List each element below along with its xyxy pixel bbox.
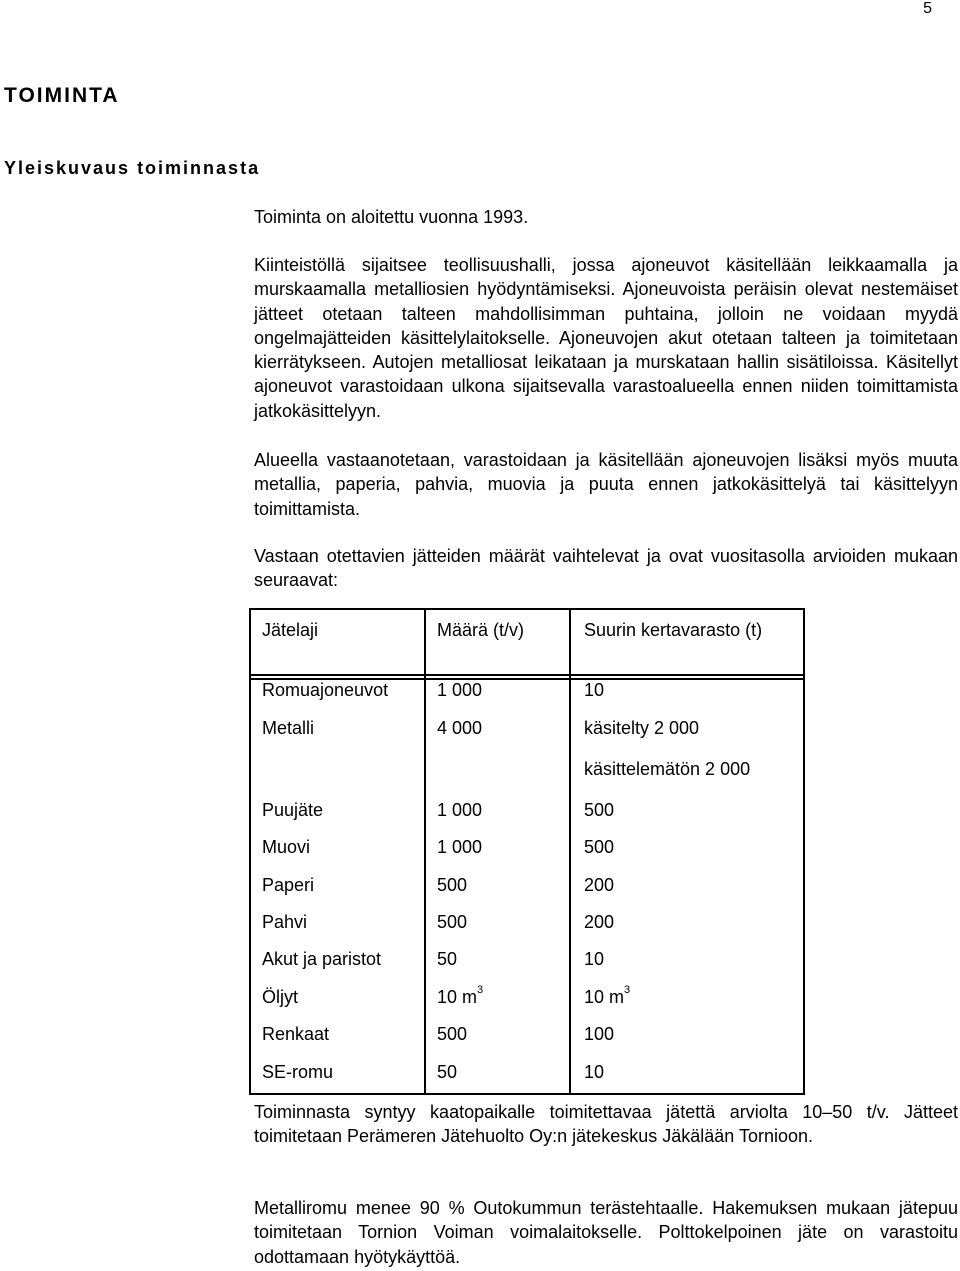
table-cell: 500 xyxy=(437,875,468,895)
table-cell: käsitelty 2 000 xyxy=(584,718,700,738)
paragraph-quantities-intro: Vastaan otettavien jätteiden määrät vaihtelevat ja ovat vuositasolla arvioiden mukaan seuraavat: xyxy=(254,546,958,591)
unit-superscript: 3 xyxy=(624,984,631,996)
table-cell: 1 000 xyxy=(437,837,483,857)
page-heading: TOIMINTA xyxy=(4,84,120,107)
table-border xyxy=(249,674,805,676)
table-cell: SE-romu xyxy=(262,1062,334,1082)
table-cell: 200 xyxy=(584,875,615,895)
paragraph-landfill: Toiminnasta syntyy kaatopaikalle toimitettavaa jätettä arviolta 10–50 t/v. Jätteet toimitetaan Perämeren Jätehuolto Oy:n jätekeskus Jäkälään Tornioon. xyxy=(254,1102,958,1147)
table-cell xyxy=(437,984,484,1008)
unit-text: 10 m xyxy=(584,987,625,1007)
table-cell: 4 000 xyxy=(437,718,483,738)
table-cell: Muovi xyxy=(262,837,311,857)
paragraph-processing: Kiinteistöllä sijaitsee teollisuushalli, jossa ajoneuvot käsitellään leikkaamalla ja murskaamalla metalliosien hyödyntämiseksi. Ajoneuvoista peräisin olevat nestemäiset jätteet otetaan talteen mahdollisimman puhtaina, jolloin ne voidaan myydä ongelmajätteiden käsittelylaitokselle. Ajoneuvojen akut otetaan talteen ja toimitetaan kierrätykseen. Autojen metalliosat leikataan ja murskataan hallin sisätiloissa. Käsitellyt ajoneuvot varastoidaan ulkona sijaitsevalla varastoalueella ennen niiden toimittamista jatkokäsittelyyn. xyxy=(254,255,958,421)
table-border xyxy=(569,608,571,1095)
table-cell: Metalli xyxy=(262,718,315,738)
table-border xyxy=(249,608,251,1095)
table-cell: 1 000 xyxy=(437,800,483,820)
table-header-waste-type: Jätelaji xyxy=(262,620,319,640)
paragraph-other-materials: Alueella vastaanotetaan, varastoidaan ja käsitellään ajoneuvojen lisäksi myös muuta metallia, paperia, pahvia, muovia ja puuta ennen jatkokäsittelyä tai käsittelyyn toimittamista. xyxy=(254,450,958,519)
table-cell: Romuajoneuvot xyxy=(262,680,389,700)
table-cell: 1 000 xyxy=(437,680,483,700)
table-cell: 200 xyxy=(584,912,615,932)
unit-superscript: 3 xyxy=(477,984,484,996)
table-cell: Puujäte xyxy=(262,800,324,820)
table-cell: 10 xyxy=(584,949,605,969)
unit-text: 10 m xyxy=(437,987,478,1007)
table-cell: Akut ja paristot xyxy=(262,949,382,969)
table-cell: 500 xyxy=(437,912,468,932)
table-cell: 500 xyxy=(437,1024,468,1044)
table-cell: Öljyt xyxy=(262,987,298,1007)
table-cell: Pahvi xyxy=(262,912,308,932)
table-cell: 10 xyxy=(584,1062,605,1082)
table-cell: 500 xyxy=(584,837,615,857)
table-border xyxy=(803,608,805,1095)
table-cell: käsittelemätön 2 000 xyxy=(584,759,751,779)
paragraph-start-year: Toiminta on aloitettu vuonna 1993. xyxy=(254,207,529,227)
table-header-amount: Määrä (t/v) xyxy=(437,620,525,640)
table-border xyxy=(249,1093,805,1095)
table-cell: 10 xyxy=(584,680,605,700)
table-border xyxy=(249,608,805,610)
paragraph-metal-scrap: Metalliromu menee 90 % Outokummun terästehtaalle. Hakemuksen mukaan jätepuu toimitetaan Tornion Voiman voimalaitokselle. Polttokelpoinen jäte on varastoitu odottamaan hyötykäyttöä. xyxy=(254,1198,958,1267)
table-cell: 50 xyxy=(437,1062,458,1082)
page-number: 5 xyxy=(923,0,932,17)
section-heading: Yleiskuvaus toiminnasta xyxy=(4,158,261,178)
table-cell: 50 xyxy=(437,949,458,969)
table-cell: 500 xyxy=(584,800,615,820)
table-header-max-storage: Suurin kertavarasto (t) xyxy=(584,620,763,640)
table-cell: Paperi xyxy=(262,875,315,895)
table-cell xyxy=(584,984,631,1008)
table-border xyxy=(424,608,426,1095)
table-cell: 100 xyxy=(584,1024,615,1044)
table-cell: Renkaat xyxy=(262,1024,330,1044)
